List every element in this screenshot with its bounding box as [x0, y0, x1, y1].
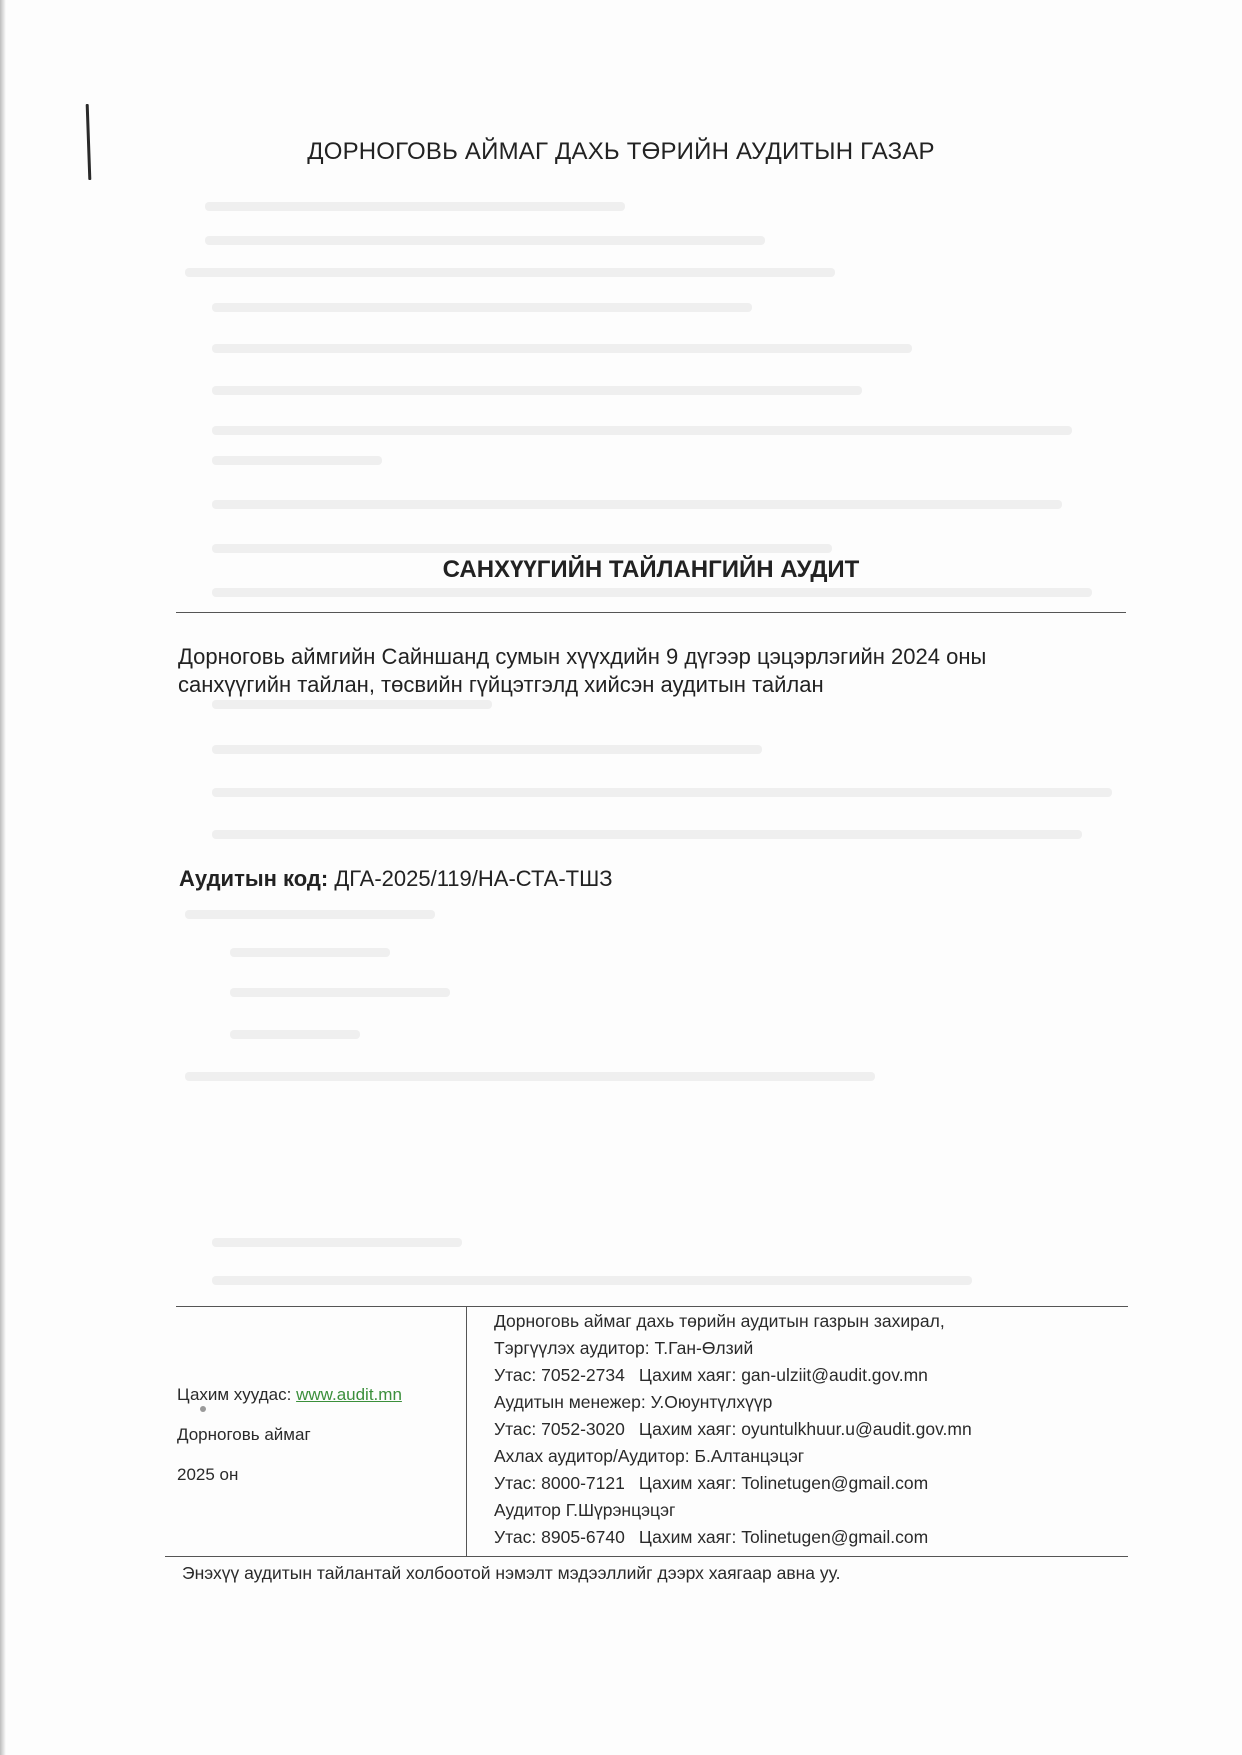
- report-title-line-1: Дорноговь аймгийн Сайншанд сумын хүүхдийн 9 дүгээр цэцэрлэгийн 2024 оны: [178, 644, 987, 669]
- footer-note: Энэхүү аудитын тайлантай холбоотой нэмэлт мэдээллийг дээрх хаягаар авна уу.: [182, 1563, 841, 1583]
- manager-contact: [494, 1416, 1124, 1443]
- contact-right-column: [494, 1308, 1124, 1551]
- report-type-heading: САНХҮҮГИЙН ТАЙЛАНГИЙН АУДИТ: [442, 556, 860, 583]
- report-title: [178, 643, 1098, 699]
- senior-auditor-contact: [494, 1470, 1124, 1497]
- director-line: Дорноговь аймаг дахь төрийн аудитын газрын захирал,: [494, 1311, 945, 1331]
- contact-left-column: [177, 1384, 457, 1504]
- bottom-divider-line: [165, 1556, 1128, 1557]
- manager-line: Аудитын менежер: У.Оюунтүлхүүр: [494, 1392, 773, 1412]
- website-label: Цахим хуудас:: [177, 1385, 292, 1404]
- organization-title: ДОРНОГОВЬ АЙМАГ ДАХЬ ТӨРИЙН АУДИТЫН ГАЗАР: [307, 138, 935, 165]
- senior-email[interactable]: Цахим хаяг: Tolinetugen@gmail.com: [638, 1473, 929, 1493]
- audit-code-value: ДГА-2025/119/НА-СТА-ТШЗ: [334, 866, 613, 891]
- auditor-phone: Утас: 8905-6740: [494, 1527, 625, 1547]
- audit-code: [179, 866, 613, 892]
- manager-phone: Утас: 7052-3020: [494, 1419, 625, 1439]
- senior-auditor-line: Ахлах аудитор/Аудитор: Б.Алтанцэцэг: [494, 1446, 805, 1466]
- lead-phone: Утас: 7052-2734: [494, 1365, 625, 1385]
- scan-edge-shadow: [0, 0, 6, 1755]
- audit-code-label: Аудитын код:: [179, 866, 329, 891]
- auditor-line: Аудитор Г.Шүрэнцэцэг: [494, 1500, 676, 1520]
- website-row: [177, 1384, 457, 1424]
- stamp-dot: [200, 1406, 206, 1412]
- divider-line: [176, 612, 1126, 613]
- website-link[interactable]: www.audit.mn: [296, 1385, 402, 1404]
- senior-phone: Утас: 8000-7121: [494, 1473, 625, 1493]
- contact-table-divider: [466, 1306, 467, 1556]
- year-text: 2025 он: [177, 1465, 239, 1484]
- manager-email[interactable]: Цахим хаяг: oyuntulkhuur.u@audit.gov.mn: [638, 1419, 972, 1439]
- lead-auditor-line: Тэргүүлэх аудитор: Т.Ган-Өлзий: [494, 1338, 754, 1358]
- region-text: Дорноговь аймаг: [177, 1425, 311, 1444]
- lead-auditor-contact: [494, 1362, 1124, 1389]
- report-title-line-2: санхүүгийн тайлан, төсвийн гүйцэтгэлд хийсэн аудитын тайлан: [178, 672, 824, 697]
- lead-email[interactable]: Цахим хаяг: gan-ulziit@audit.gov.mn: [638, 1365, 928, 1385]
- auditor-contact: [494, 1524, 1124, 1551]
- auditor-email[interactable]: Цахим хаяг: Tolinetugen@gmail.com: [638, 1527, 929, 1547]
